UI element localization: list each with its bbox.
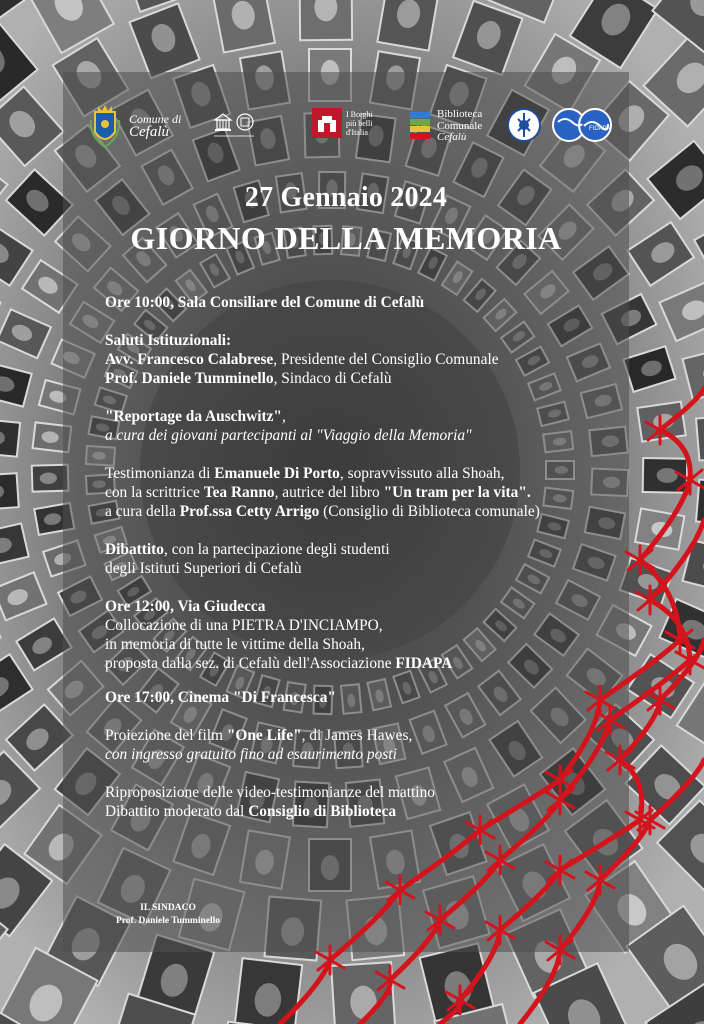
programme-line	[105, 331, 625, 350]
programme-line	[105, 726, 625, 745]
text-span: Testimonianza di	[105, 465, 215, 482]
speaker-role: , Presidente del Consiglio Comunale	[273, 351, 499, 368]
text-span: a cura della	[105, 503, 180, 520]
punctuation: ,	[281, 408, 286, 425]
speaker-name: Prof. Daniele Tumminello	[105, 370, 274, 387]
programme-line	[105, 783, 625, 802]
text-span: Riproposizione delle video-testimonianze del mattino	[105, 784, 435, 801]
book-title: "Un tram per la vita".	[383, 484, 531, 501]
reportage-credit: a cura dei giovani partecipanti al "Viaggio della Memoria"	[105, 427, 472, 444]
signature-block	[103, 902, 233, 928]
text-span: , con la partecipazione degli studenti	[164, 541, 390, 558]
biblioteca-line-2: Comunale	[437, 119, 483, 132]
programme-line	[105, 502, 625, 521]
reportage-title: "Reportage da Auschwitz"	[105, 408, 282, 425]
borghi-line-1: I Borghi	[346, 110, 373, 119]
text-span: (Consiglio di Biblioteca comunale)	[319, 503, 540, 520]
fidapa-logo-text: FIDAPA	[589, 126, 611, 132]
borghi-line-3: d'Italia	[346, 128, 368, 137]
text-span: , sopravvissuto alla Shoah,	[339, 465, 505, 482]
moderator-name: Consiglio di Biblioteca	[248, 803, 397, 820]
programme-line	[105, 635, 625, 654]
programme	[105, 293, 625, 821]
text-span: Proiezione del film	[105, 727, 227, 744]
biblioteca-books-icon	[408, 108, 432, 142]
text-span: Collocazione di una PIETRA D'INCIAMPO,	[105, 617, 383, 634]
programme-line	[105, 559, 625, 578]
session-2-heading: Ore 12:00, Via Giudecca	[105, 598, 266, 615]
programme-line	[105, 293, 625, 312]
signature-role: IL SINDACO	[140, 903, 196, 913]
programme-line	[105, 483, 625, 502]
session-1-heading: Ore 10:00, Sala Consiliare del Comune di Cefalù	[105, 294, 425, 311]
comune-logo-text	[129, 113, 181, 139]
film-title: "One Life"	[226, 727, 302, 744]
programme-line	[105, 426, 625, 445]
biblioteca-line-3: Cefalù	[437, 131, 467, 143]
association-name: FIDAPA	[395, 655, 453, 672]
biblioteca-logo-text	[437, 109, 482, 144]
signature-name: Prof. Daniele Tumminello	[115, 916, 221, 926]
programme-line	[105, 597, 625, 616]
biblioteca-line-1: Biblioteca	[437, 108, 483, 120]
curator-name: Prof.ssa Cetty Arrigo	[179, 503, 320, 520]
text-span: , di James Hawes,	[301, 727, 413, 744]
writer-name: Tea Ranno	[203, 484, 275, 501]
programme-line	[105, 745, 625, 764]
programme-line	[105, 654, 625, 673]
programme-line	[105, 369, 625, 388]
logo-bar	[0, 0, 704, 180]
borghi-line-2: più belli	[346, 119, 373, 128]
speaker-name: Avv. Francesco Calabrese	[105, 351, 274, 368]
text-span: in memoria di tutte le vittime della Shoah,	[105, 636, 365, 653]
text-span: con la scrittrice	[105, 484, 204, 501]
session-3-heading: Ore 17:00, Cinema "Di Francesca"	[105, 689, 336, 706]
fidapa-logo-icon	[550, 106, 616, 144]
debate-label: Dibattito	[105, 541, 164, 558]
page-title: GIORNO DELLA MEMORIA	[130, 220, 562, 256]
programme-line	[105, 407, 625, 426]
association-emblem-icon	[506, 107, 542, 143]
free-entry-note: con ingresso gratuito fino ad esaurimento posti	[105, 746, 397, 763]
programme-line	[105, 464, 625, 483]
cefalu-crest-icon	[88, 102, 122, 150]
comune-line-2: Cefalù	[129, 124, 169, 140]
witness-name: Emanuele Di Porto	[214, 465, 340, 482]
borghi-logo-text	[346, 110, 373, 137]
programme-line	[105, 540, 625, 559]
unesco-logo-icon	[210, 110, 256, 140]
text-span: , autrice del libro	[274, 484, 384, 501]
borghi-logo-icon	[312, 108, 342, 138]
programme-line	[105, 688, 625, 707]
programme-line	[105, 350, 625, 369]
text-span: Dibattito moderato dal	[105, 803, 249, 820]
programme-line	[105, 802, 625, 821]
programme-line	[105, 616, 625, 635]
comune-line-1: Comune di	[129, 112, 182, 126]
event-date: 27 Gennaio 2024	[244, 182, 448, 213]
speaker-role: , Sindaco di Cefalù	[273, 370, 392, 387]
text-span: proposta dalla sez. di Cefalù dell'Associazione	[105, 655, 396, 672]
greetings-heading: Saluti Istituzionali:	[105, 332, 232, 349]
text-span: degli Istituti Superiori di Cefalù	[105, 560, 302, 577]
